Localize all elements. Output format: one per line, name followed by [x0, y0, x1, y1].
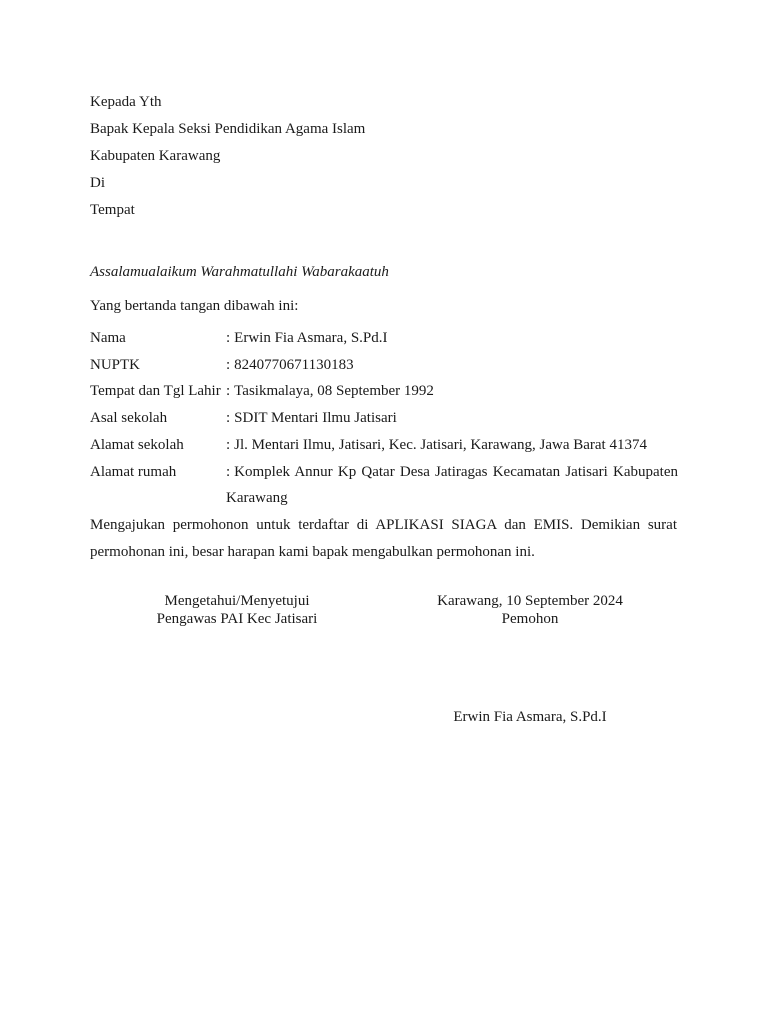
- field-value: Erwin Fia Asmara, S.Pd.I: [234, 330, 388, 346]
- field-colon: :: [226, 436, 231, 453]
- signature-left-line-1: Mengetahui/Menyetujui: [164, 593, 310, 609]
- field-label: Alamat sekolah: [90, 436, 184, 453]
- address-line-3: Kabupaten Karawang: [90, 148, 221, 164]
- address-line-5: Tempat: [90, 202, 135, 218]
- field-row-birth: [90, 378, 678, 405]
- field-value: Jl. Mentari Ilmu, Jatisari, Kec. Jatisari, Karawang, Jawa Barat 41374: [234, 436, 647, 453]
- field-label: Alamat rumah: [90, 463, 177, 480]
- field-row-name: [90, 325, 678, 352]
- field-value: Tasikmalaya, 08 September 1992: [234, 383, 434, 400]
- field-value: SDIT Mentari Ilmu Jatisari: [234, 410, 397, 427]
- field-colon: :: [226, 463, 231, 480]
- address-line-4: Di: [90, 175, 105, 191]
- field-label: Asal sekolah: [90, 410, 168, 427]
- field-label: NUPTK: [90, 356, 141, 373]
- signer-name: Erwin Fia Asmara, S.Pd.I: [453, 709, 607, 725]
- field-colon: :: [226, 410, 231, 427]
- signature-right: [410, 593, 650, 628]
- greeting: Assalamualaikum Warahmatullahi Wabarakaatuh: [90, 264, 389, 280]
- field-row-nuptk: [90, 352, 678, 379]
- field-label: Tempat dan Tgl Lahir: [90, 383, 221, 400]
- signature-date: Karawang, 10 September 2024: [437, 593, 623, 609]
- field-row-school-address: [90, 432, 678, 459]
- recipient-address: [90, 93, 690, 228]
- address-line-2: Bapak Kepala Seksi Pendidikan Agama Islam: [90, 121, 366, 137]
- signature-role: Pemohon: [501, 610, 559, 627]
- signature-left-line-2: Pengawas PAI Kec Jatisari: [156, 610, 318, 627]
- field-row-school: [90, 405, 678, 432]
- field-colon: :: [226, 383, 231, 400]
- field-label: Nama: [90, 330, 126, 346]
- field-colon: :: [226, 330, 231, 346]
- intro-text: Yang bertanda tangan dibawah ini:: [90, 298, 299, 314]
- field-row-home-address: [90, 459, 678, 512]
- identity-fields: [90, 325, 678, 512]
- field-colon: :: [226, 356, 231, 373]
- address-line-1: Kepada Yth: [90, 94, 162, 110]
- signature-left: [137, 593, 337, 628]
- field-value: Komplek Annur Kp Qatar Desa Jatiragas Kecamatan Jatisari Kabupaten Karawang: [226, 463, 678, 507]
- field-value: 8240770671130183: [234, 356, 354, 373]
- body-paragraph: Mengajukan permohonon untuk terdaftar di APLIKASI SIAGA dan EMIS. Demikian surat permohonan ini, besar harapan kami bapak mengabulkan permohonan ini.: [90, 517, 677, 560]
